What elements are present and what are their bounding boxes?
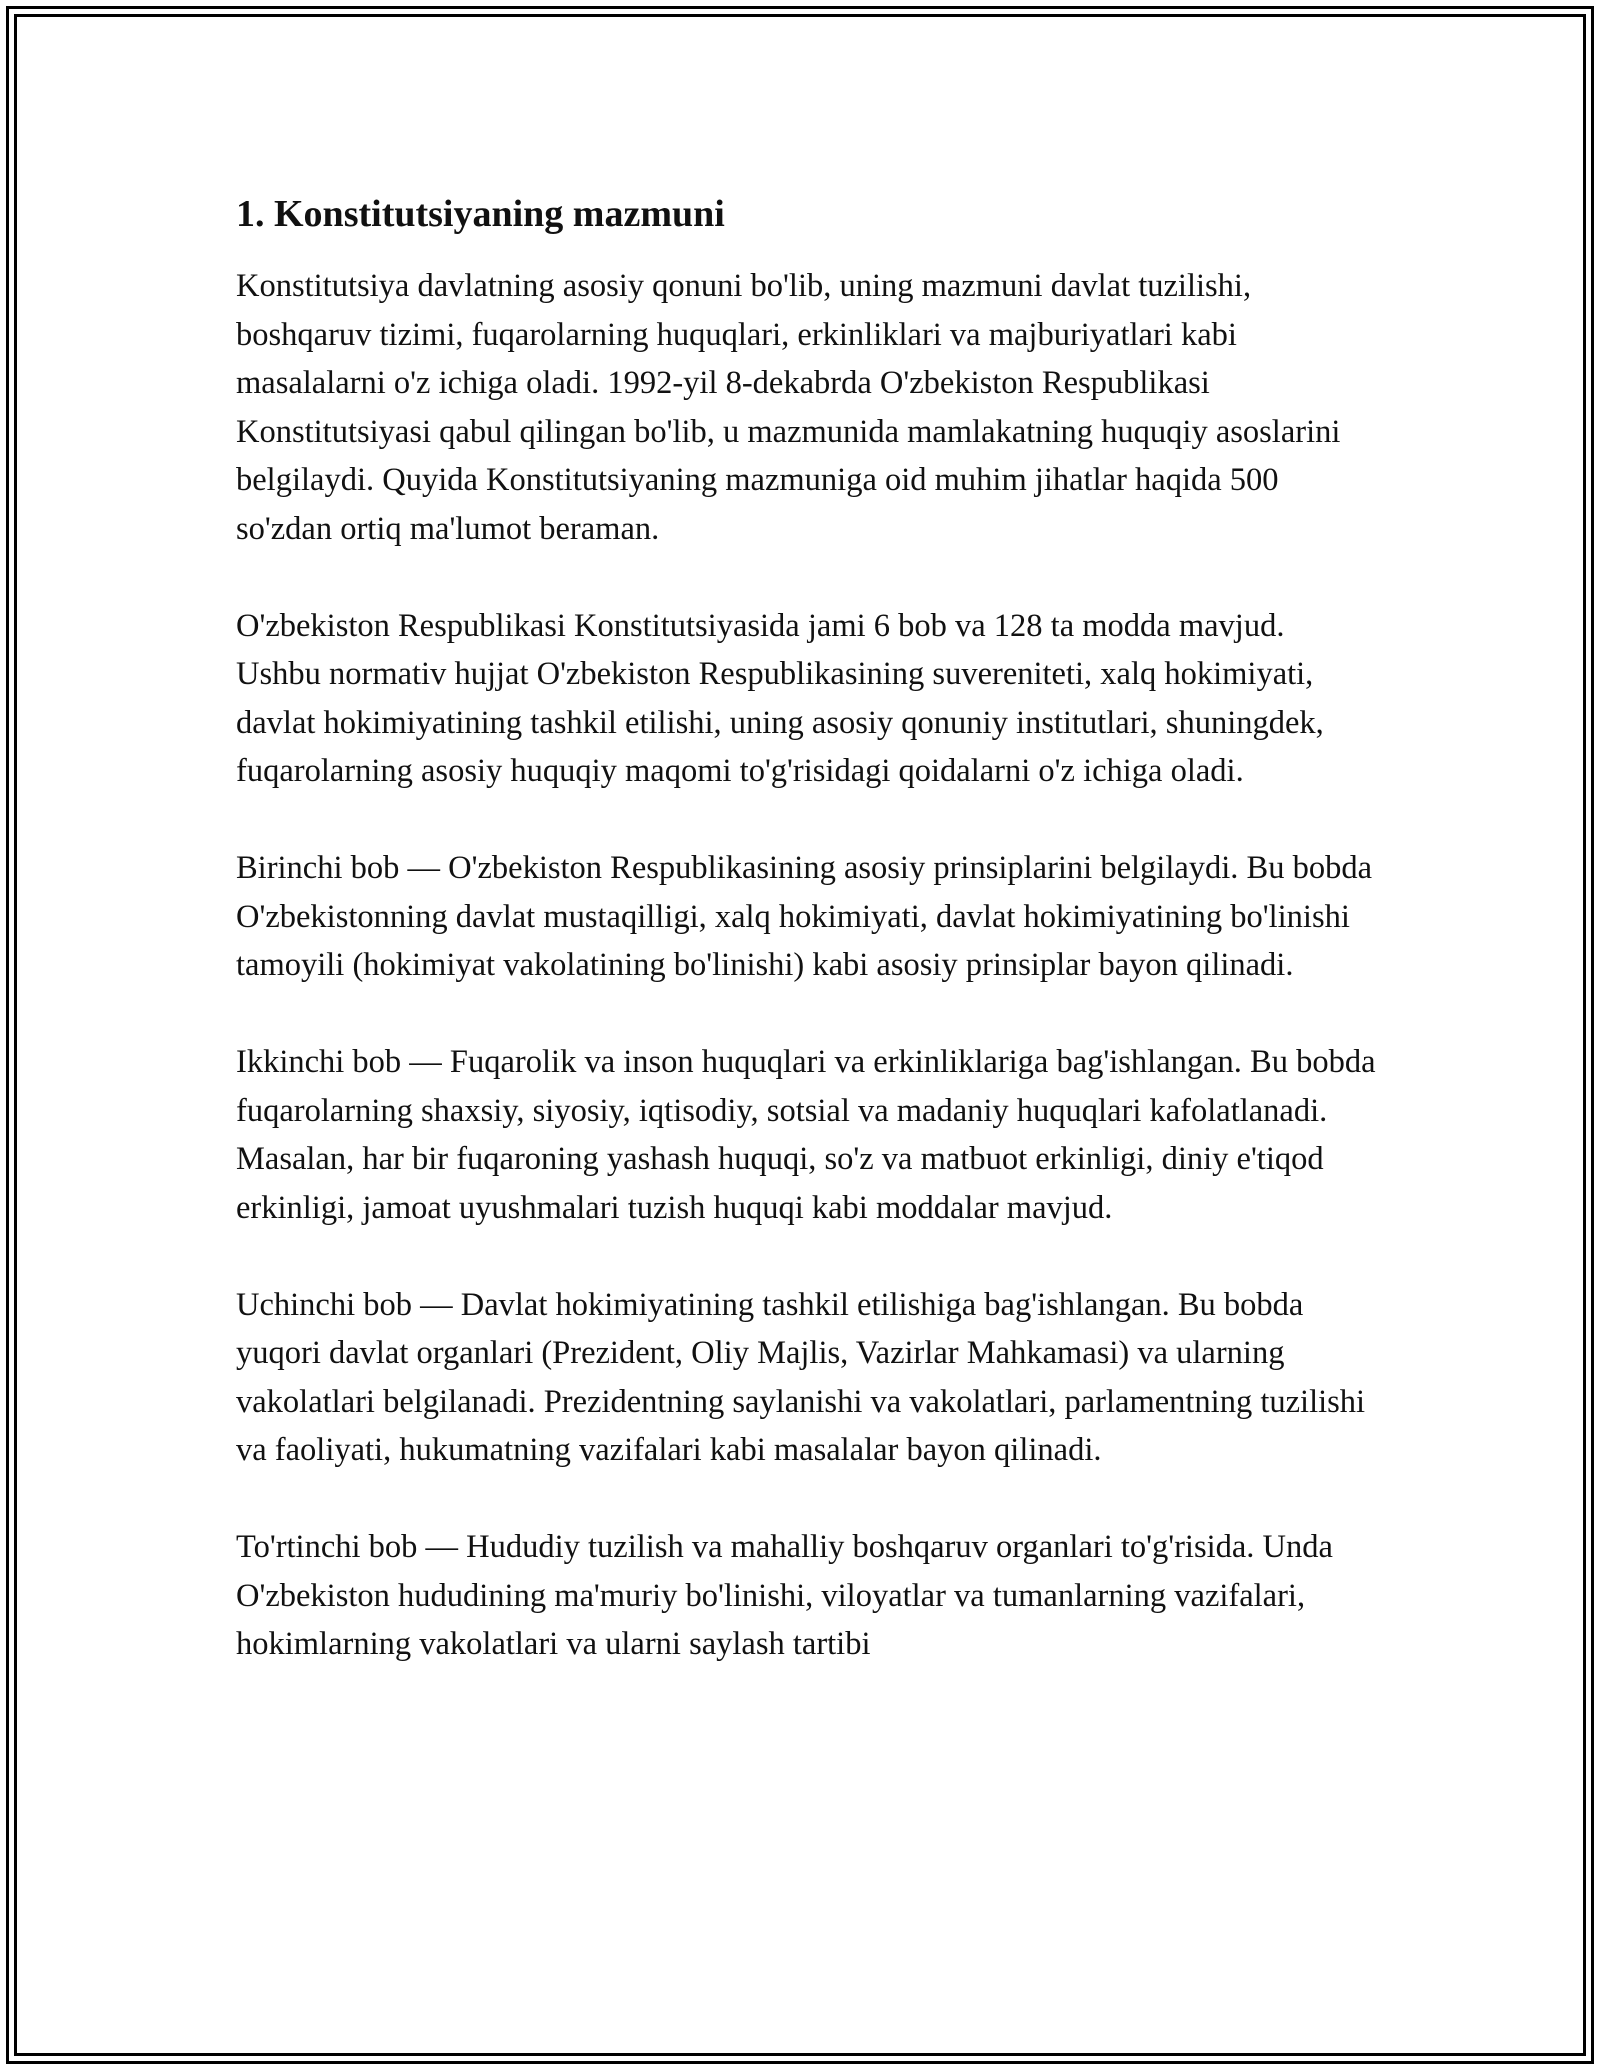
paragraph-chapter-2: Ikkinchi bob — Fuqarolik va inson huquqlari va erkinliklariga bag'ishlangan. Bu bobda fuqarolarning shaxsiy, siyosiy, iqtisodiy, sotsial va madaniy huquqlari kafolatlanadi. Masalan, har bir fuqaroning yashash huquqi, so'z va matbuot erkinligi, diniy e'tiqod erkinligi, jamoat uyushmalari tuzish huquqi kabi moddalar mavjud. xyxy=(236,1044,1376,1226)
paragraph-structure: O'zbekiston Respublikasi Konstitutsiyasida jami 6 bob va 128 ta modda mavjud. Ushbu normativ hujjat O'zbekiston Respublikasining suvereniteti, xalq hokimiyati, davlat hokimiyatining tashkil etilishi, uning asosiy qonuniy institutlari, shuningdek, fuqarolarning asosiy huquqiy maqomi to'g'risidagi qoidalarni o'z ichiga oladi. xyxy=(236,607,1324,789)
paragraph-chapter-3: Uchinchi bob — Davlat hokimiyatining tashkil etilishiga bag'ishlangan. Bu bobda yuqori davlat organlari (Prezident, Oliy Majlis, Vazirlar Mahkamasi) va ularning vakolatlari belgilanadi. Prezidentning saylanishi va vakolatlari, parlamentning tuzilishi va faoliyati, hukumatning vazifalari kabi masalalar bayon qilinadi. xyxy=(236,1286,1366,1468)
section-heading: 1. Konstitutsiyaning mazmuni xyxy=(236,193,725,235)
paragraph-intro: Konstitutsiya davlatning asosiy qonuni bo'lib, uning mazmuni davlat tuzilishi, boshqaruv tizimi, fuqarolarning huquqlari, erkinliklari va majburiyatlari kabi masalalarni o'z ichiga oladi. 1992-yil 8-dekabrda O'zbekiston Respublikasi Konstitutsiyasi qabul qilingan bo'lib, u mazmunida mamlakatning huquqiy asoslarini belgilaydi. Quyida Konstitutsiyaning mazmuniga oid muhim jihatlar haqida 500 so'zdan ortiq ma'lumot beraman. xyxy=(236,268,1341,547)
paragraph-chapter-1: Birinchi bob — O'zbekiston Respublikasining asosiy prinsiplarini belgilaydi. Bu bobda O'zbekistonning davlat mustaqilligi, xalq hokimiyati, davlat hokimiyatining bo'linishi tamoyili (hokimiyat vakolatining bo'linishi) kabi asosiy prinsiplar bayon qilinadi. xyxy=(236,850,1373,983)
document-body xyxy=(236,186,1376,1717)
paragraph-chapter-4: To'rtinchi bob — Hududiy tuzilish va mahalliy boshqaruv organlari to'g'risida. Unda O'zbekiston hududining ma'muriy bo'linishi, viloyatlar va tumanlarning vazifalari, hokimlarning vakolatlari va ularni saylash tartibi xyxy=(236,1529,1333,1662)
